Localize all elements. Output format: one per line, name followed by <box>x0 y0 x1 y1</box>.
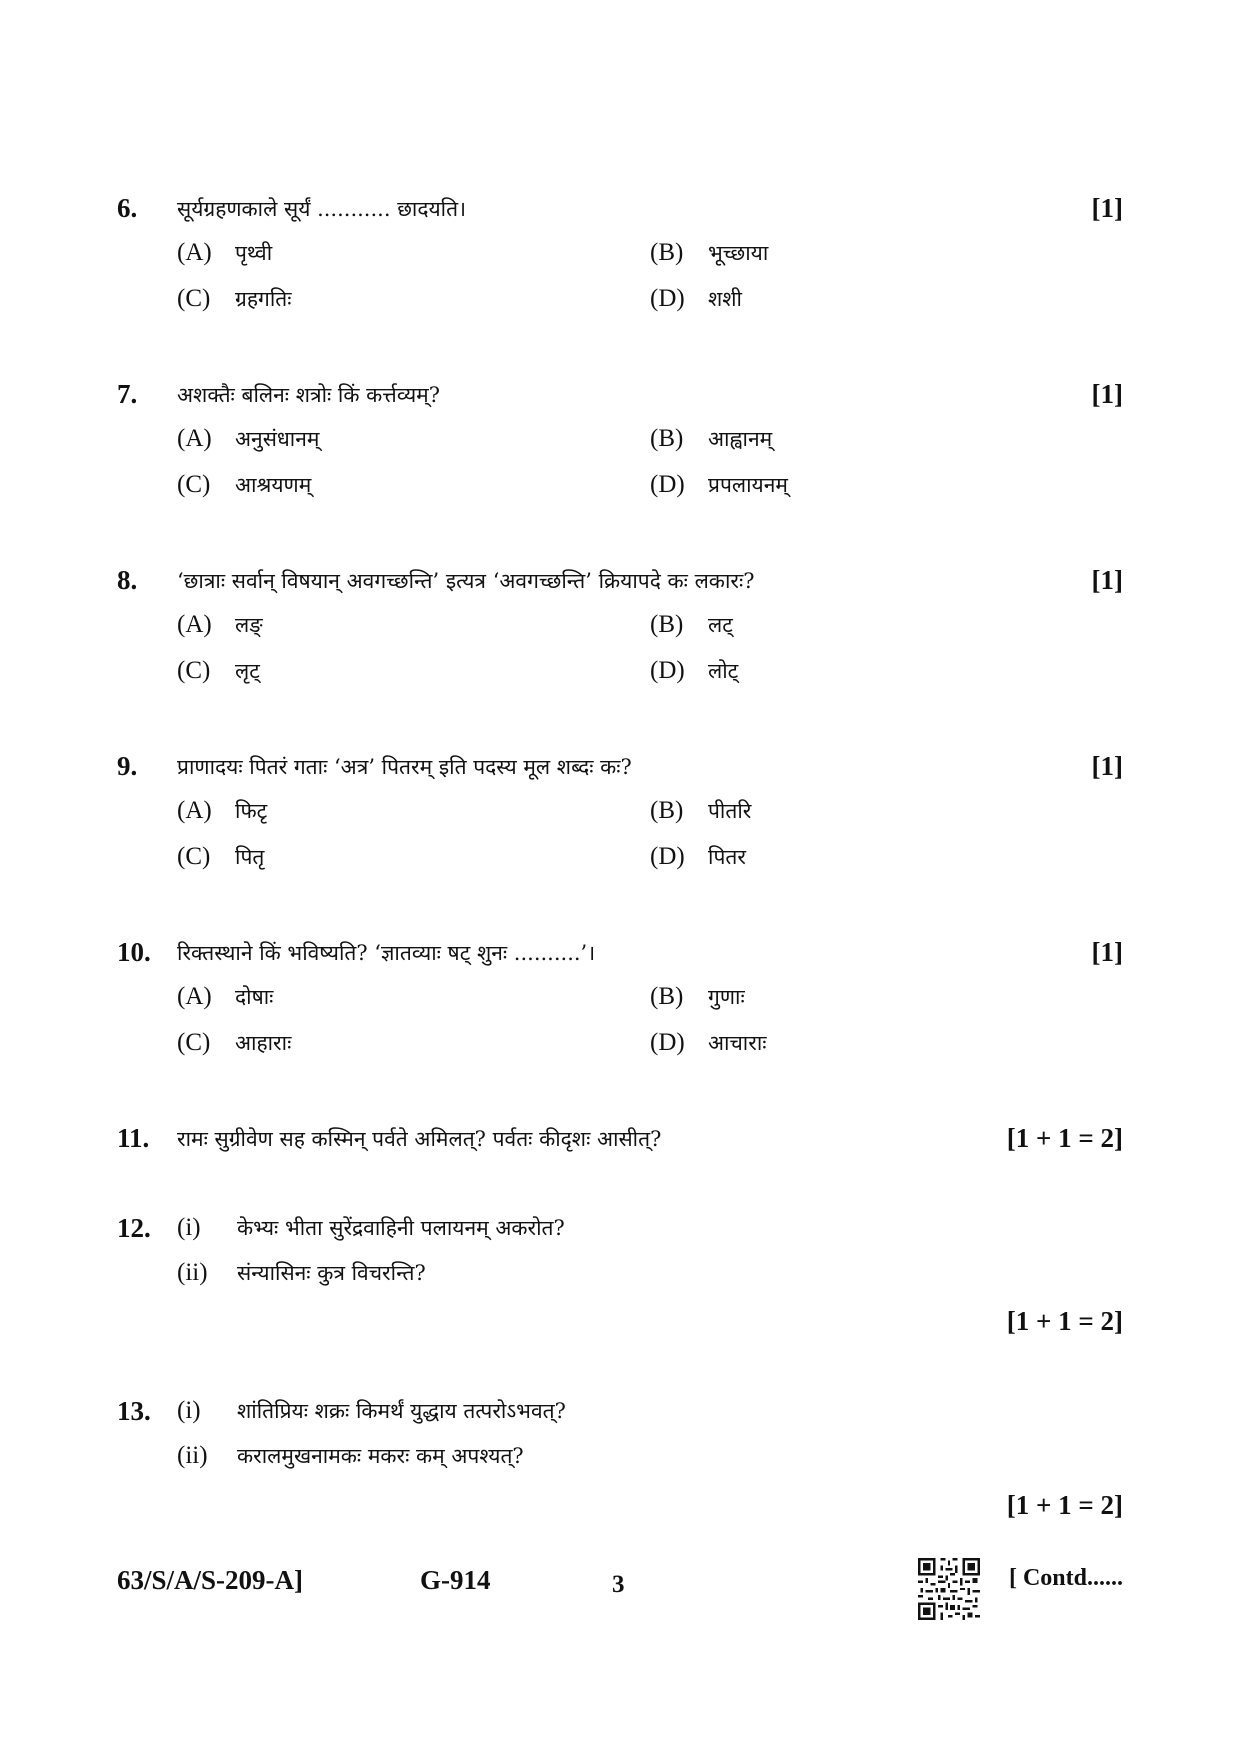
question-text: सूर्यग्रहणकाले सूर्यं ........... छादयति। <box>177 197 467 221</box>
option-text: शशी <box>708 287 742 311</box>
question-text: ‘छात्राः सर्वान् विषयान् अवगच्छन्ति’ इत्यत्र ‘अवगच्छन्ति’ क्रियापदे कः लकारः? <box>177 569 755 593</box>
option-label: (D) <box>650 843 685 870</box>
option-text: आह्वानम् <box>708 427 773 451</box>
paper-code: 63/S/A/S-209-A] <box>117 1565 304 1595</box>
option-a <box>177 425 319 453</box>
question-text: रिक्तस्थाने किं भविष्यति? ‘ज्ञातव्याः षट् शुनः ..........’। <box>177 941 596 965</box>
marks: [1] <box>1091 937 1123 967</box>
question-number: 11. <box>117 1123 150 1153</box>
question-number: 6. <box>117 193 138 223</box>
sub-question-label: (i) <box>177 1397 201 1424</box>
option-text: लृट् <box>235 659 260 683</box>
sub-question-text: करालमुखनामकः मकरः कम् अपश्यत्? <box>237 1444 524 1468</box>
sub-question-text: संन्यासिनः कुत्र विचरन्ति? <box>237 1261 426 1285</box>
marks: [1] <box>1091 751 1123 781</box>
option-text: भूच्छाया <box>708 241 769 265</box>
sub-question-text: केभ्यः भीता सुरेंद्रवाहिनी पलायनम् अकरोत? <box>237 1216 565 1240</box>
marks: [1 + 1 = 2] <box>1006 1306 1123 1336</box>
option-label: (C) <box>177 1029 211 1056</box>
question-number: 8. <box>117 565 138 595</box>
option-b <box>650 797 751 825</box>
option-label: (A) <box>177 983 212 1010</box>
option-text: लोट् <box>708 659 739 683</box>
sub-question-i <box>177 1214 565 1242</box>
option-d <box>650 471 788 499</box>
option-d <box>650 1029 767 1057</box>
option-text: ग्रहगतिः <box>235 287 292 311</box>
option-label: (A) <box>177 797 212 824</box>
sub-question-text: शांतिप्रियः शक्रः किमर्थं युद्धाय तत्परोऽभवत्? <box>237 1399 566 1423</box>
option-text: आहाराः <box>235 1031 292 1055</box>
series-code: G-914 <box>420 1565 491 1595</box>
option-c <box>177 1029 291 1057</box>
option-d <box>650 285 742 313</box>
marks: [1] <box>1091 565 1123 595</box>
option-text: फिटृ <box>235 799 268 823</box>
option-text: अनुसंधानम् <box>235 427 320 451</box>
option-text: पितृ <box>235 845 265 869</box>
sub-question-ii <box>177 1442 524 1470</box>
question-text: प्राणादयः पितरं गताः ‘अत्र’ पितरम् इति पदस्य मूल शब्दः कः? <box>177 755 632 779</box>
option-text: प्रपलायनम् <box>708 473 788 497</box>
option-label: (C) <box>177 471 211 498</box>
option-label: (D) <box>650 285 685 312</box>
option-label: (A) <box>177 425 212 452</box>
option-b <box>650 983 745 1011</box>
option-label: (C) <box>177 285 211 312</box>
option-label: (D) <box>650 1029 685 1056</box>
option-text: पृथ्वी <box>235 241 273 265</box>
option-label: (A) <box>177 239 212 266</box>
option-text: आश्रयणम् <box>235 473 312 497</box>
option-label: (D) <box>650 657 685 684</box>
option-label: (D) <box>650 471 685 498</box>
option-c <box>177 657 260 685</box>
option-c <box>177 843 264 871</box>
option-label: (C) <box>177 843 211 870</box>
option-d <box>650 657 738 685</box>
option-label: (B) <box>650 797 684 824</box>
option-text: पीतरि <box>708 799 752 823</box>
marks: [1 + 1 = 2] <box>1006 1490 1123 1520</box>
option-a <box>177 797 267 825</box>
question-number: 9. <box>117 751 138 781</box>
sub-question-i <box>177 1397 566 1425</box>
option-text: दोषाः <box>235 985 274 1009</box>
sub-question-label: (ii) <box>177 1259 208 1286</box>
option-label: (B) <box>650 983 684 1010</box>
sub-question-label: (i) <box>177 1214 201 1241</box>
marks: [1] <box>1091 193 1123 223</box>
question-number: 13. <box>117 1396 151 1426</box>
option-a <box>177 611 263 639</box>
option-c <box>177 471 311 499</box>
option-d <box>650 843 746 871</box>
qr-code-icon <box>918 1558 980 1620</box>
option-a <box>177 239 272 267</box>
question-text: अशक्तैः बलिनः शत्रोः किं कर्त्तव्यम्? <box>177 383 440 407</box>
option-label: (B) <box>650 239 684 266</box>
option-text: पितर <box>708 845 746 869</box>
option-text: लङ् <box>235 613 263 637</box>
option-label: (A) <box>177 611 212 638</box>
sub-question-label: (ii) <box>177 1442 208 1469</box>
option-text: आचाराः <box>708 1031 767 1055</box>
question-number: 7. <box>117 379 138 409</box>
sub-question-ii <box>177 1259 426 1287</box>
option-text: गुणाः <box>708 985 745 1009</box>
option-a <box>177 983 273 1011</box>
option-b <box>650 239 768 267</box>
question-number: 10. <box>117 937 151 967</box>
option-c <box>177 285 291 313</box>
marks: [1 + 1 = 2] <box>1006 1123 1123 1153</box>
marks: [1] <box>1091 379 1123 409</box>
question-number: 12. <box>117 1213 151 1243</box>
continued-label: [ Contd...... <box>1008 1565 1123 1591</box>
option-b <box>650 611 733 639</box>
option-label: (B) <box>650 425 684 452</box>
page-footer <box>0 1565 1241 1615</box>
page-number: 3 <box>612 1571 625 1598</box>
option-label: (C) <box>177 657 211 684</box>
option-label: (B) <box>650 611 684 638</box>
option-text: लट् <box>708 613 733 637</box>
option-b <box>650 425 772 453</box>
question-text: रामः सुग्रीवेण सह कस्मिन् पर्वते अमिलत्? पर्वतः कीदृशः आसीत्? <box>177 1127 662 1151</box>
